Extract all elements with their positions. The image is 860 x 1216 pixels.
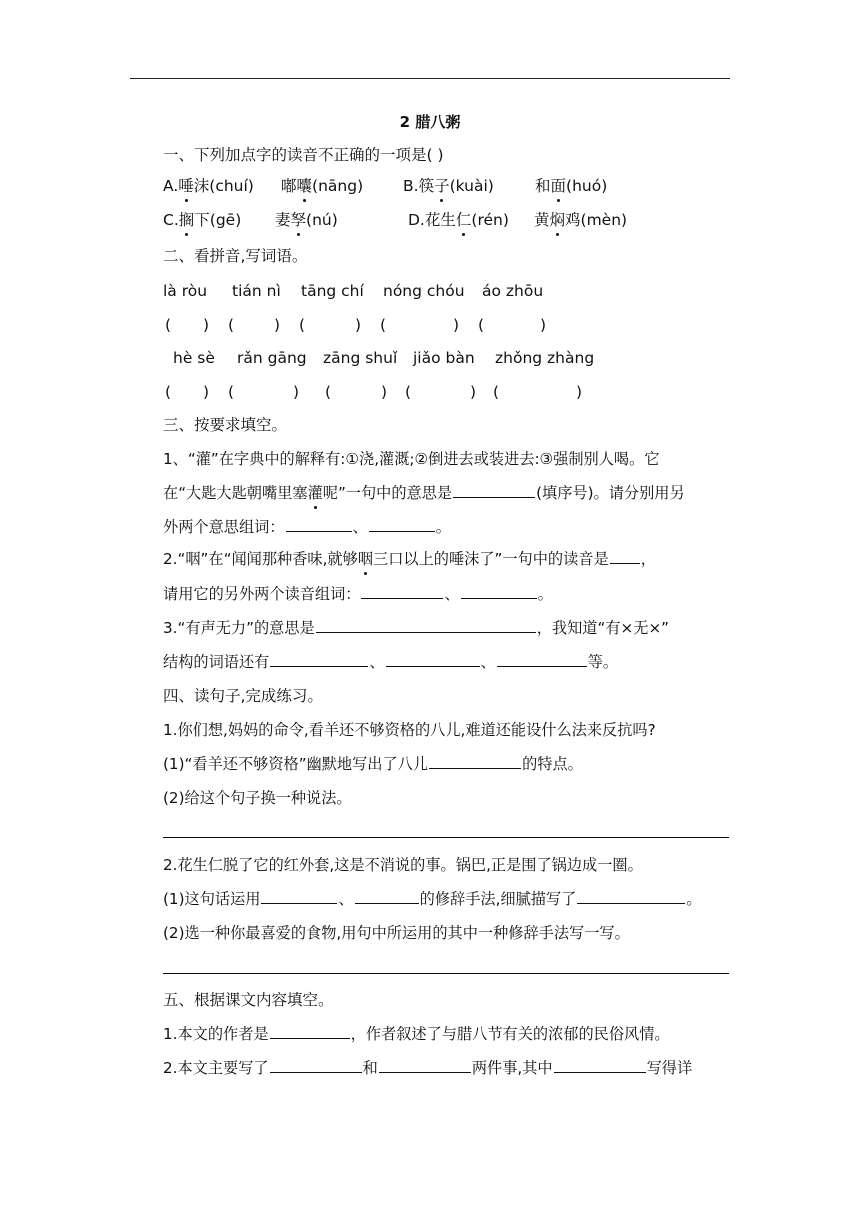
q3-2-line2 bbox=[163, 583, 553, 605]
fill-blank[interactable] bbox=[270, 1023, 350, 1039]
text: 、 bbox=[352, 518, 368, 536]
fill-blank[interactable] bbox=[610, 548, 640, 564]
option-text: 沫(chuí) bbox=[193, 177, 254, 195]
text: 结构的词语还有 bbox=[163, 653, 270, 671]
answer-paren-open: ( bbox=[325, 383, 332, 401]
text: 请用它的另外两个读音组词： bbox=[163, 585, 361, 603]
option-b bbox=[403, 175, 494, 197]
dotted-char: 焖 bbox=[549, 211, 566, 229]
q3-3-line1 bbox=[163, 617, 669, 639]
text: ，我知道“有×无×” bbox=[536, 619, 670, 637]
option-text: 花生 bbox=[424, 211, 456, 229]
option-text: (nú) bbox=[306, 211, 338, 229]
text: 写得详 bbox=[646, 1059, 693, 1077]
q4-2-sub1 bbox=[163, 888, 702, 910]
answer-paren-open: ( bbox=[165, 383, 172, 401]
pinyin-item: zāng shuǐ bbox=[323, 349, 398, 367]
header-rule bbox=[130, 78, 730, 79]
answer-paren-close: ) bbox=[540, 316, 547, 334]
pinyin-item: hè sè bbox=[173, 349, 215, 367]
q4-2-sub2: (2)选一种你最喜爱的食物,用句中所运用的其中一种修辞手法写一写。 bbox=[163, 924, 630, 942]
option-text: 鸡(mèn) bbox=[565, 211, 628, 229]
answer-paren-close: ) bbox=[355, 316, 362, 334]
q3-2-line1 bbox=[163, 548, 656, 570]
q3-1-line2 bbox=[163, 482, 685, 504]
section-2-heading: 二、看拼音,写词语。 bbox=[163, 247, 308, 265]
answer-paren-close: ) bbox=[274, 316, 281, 334]
option-b-second bbox=[535, 175, 607, 197]
answer-paren-close: ) bbox=[203, 316, 210, 334]
option-text: (nāng) bbox=[312, 177, 364, 195]
lesson-title: 2 腊八粥 bbox=[399, 113, 461, 131]
answer-paren-open: ( bbox=[228, 383, 235, 401]
text: (1)这句话运用 bbox=[163, 890, 261, 908]
dotted-char: 搁 bbox=[178, 211, 195, 229]
q3-1-line1: 1、“灌”在字典中的解释有:①浇,灌溉;②倒进去或装进去:③强制别人喝。它 bbox=[163, 450, 660, 468]
q4-1-sentence: 1.你们想,妈妈的命令,看羊还不够资格的八儿,难道还能设什么法来反抗吗? bbox=[163, 721, 656, 739]
option-text: 筷 bbox=[418, 177, 435, 195]
option-text: (rén) bbox=[471, 211, 509, 229]
text: 2.“咽”在“闻闻那种香味,就够 bbox=[163, 550, 358, 568]
q5-1 bbox=[163, 1023, 670, 1045]
answer-paren-open: ( bbox=[478, 316, 485, 334]
pinyin-item: zhǒng zhàng bbox=[495, 349, 595, 367]
fill-blank[interactable] bbox=[270, 651, 368, 667]
fill-blank[interactable] bbox=[261, 888, 337, 904]
text: 呢”一句中的意思是 bbox=[322, 484, 453, 502]
pinyin-item: là ròu bbox=[163, 282, 208, 300]
answer-paren-open: ( bbox=[380, 316, 387, 334]
text: ，作者叙述了与腊八节有关的浓郁的民俗风情。 bbox=[350, 1025, 670, 1043]
option-text: 黄 bbox=[534, 211, 550, 229]
answer-line[interactable] bbox=[163, 837, 729, 838]
answer-paren-open: ( bbox=[299, 316, 306, 334]
fill-blank[interactable] bbox=[286, 516, 352, 532]
q4-1-sub1 bbox=[163, 753, 583, 775]
option-label: C. bbox=[163, 211, 179, 229]
option-text: 妻 bbox=[275, 211, 291, 229]
text: 2.本文主要写了 bbox=[163, 1059, 269, 1077]
text: 。 bbox=[537, 585, 553, 603]
answer-paren-close: ) bbox=[576, 383, 583, 401]
text: 三口以上的唾沫了”一句中的读音是 bbox=[373, 550, 609, 568]
option-text: (kuài) bbox=[449, 177, 494, 195]
option-text: 和 bbox=[535, 177, 551, 195]
pinyin-item: tián nì bbox=[232, 282, 281, 300]
pinyin-item: jiǎo bàn bbox=[413, 349, 475, 367]
answer-paren-open: ( bbox=[493, 383, 500, 401]
text: 两件事,其中 bbox=[471, 1059, 553, 1077]
q4-2-sentence: 2.花生仁脱了它的红外套,这是不消说的事。锅巴,正是围了锅边成一圈。 bbox=[163, 856, 643, 874]
dotted-char: 灌 bbox=[307, 484, 323, 502]
text: 、 bbox=[480, 653, 496, 671]
fill-blank[interactable] bbox=[369, 516, 435, 532]
q5-2 bbox=[163, 1057, 692, 1079]
text: (1)“看羊还不够资格”幽默地写出了八儿 bbox=[163, 755, 429, 773]
text: (填序号)。请分别用另 bbox=[536, 484, 685, 502]
option-text: (huó) bbox=[566, 177, 608, 195]
fill-blank[interactable] bbox=[497, 651, 587, 667]
option-a bbox=[163, 175, 254, 197]
dotted-char: 子 bbox=[434, 177, 450, 195]
text: 、 bbox=[338, 890, 354, 908]
text: 、 bbox=[369, 653, 385, 671]
text: 的修辞手法,细腻描写了 bbox=[419, 890, 577, 908]
text: 。 bbox=[686, 890, 702, 908]
pinyin-item: rǎn gāng bbox=[237, 349, 307, 367]
answer-paren-close: ) bbox=[470, 383, 477, 401]
q3-3-line2 bbox=[163, 651, 618, 673]
pinyin-item: áo zhōu bbox=[482, 282, 544, 300]
text: 1.本文的作者是 bbox=[163, 1025, 269, 1043]
fill-blank[interactable] bbox=[554, 1057, 646, 1073]
section-3-heading: 三、按要求填空。 bbox=[163, 416, 288, 434]
fill-blank[interactable] bbox=[316, 617, 536, 633]
answer-paren-close: ) bbox=[203, 383, 210, 401]
fill-blank[interactable] bbox=[461, 583, 537, 599]
text: 等。 bbox=[587, 653, 619, 671]
option-label: D. bbox=[408, 211, 425, 229]
answer-paren-open: ( bbox=[228, 316, 235, 334]
dotted-char: 唾 bbox=[178, 177, 194, 195]
option-a-second bbox=[281, 175, 363, 197]
dotted-char: 面 bbox=[550, 177, 567, 195]
text: 。 bbox=[435, 518, 451, 536]
fill-blank[interactable] bbox=[270, 1057, 362, 1073]
dotted-char: 孥 bbox=[290, 211, 307, 229]
fill-blank[interactable] bbox=[355, 888, 419, 904]
text: 3.“有声无力”的意思是 bbox=[163, 619, 315, 637]
answer-paren-open: ( bbox=[165, 316, 172, 334]
fill-blank[interactable] bbox=[429, 753, 521, 769]
option-text: 嘟 bbox=[281, 177, 297, 195]
fill-blank[interactable] bbox=[386, 651, 480, 667]
q3-1-line3 bbox=[163, 516, 451, 538]
section-5-heading: 五、根据课文内容填空。 bbox=[163, 991, 334, 1009]
text: 外两个意思组词： bbox=[163, 518, 285, 536]
section-4-heading: 四、读句子,完成练习。 bbox=[163, 687, 323, 705]
fill-blank[interactable] bbox=[453, 482, 535, 498]
dotted-char: 囔 bbox=[296, 177, 313, 195]
q4-1-sub2: (2)给这个句子换一种说法。 bbox=[163, 789, 352, 807]
text: 和 bbox=[362, 1059, 378, 1077]
answer-paren-close: ) bbox=[293, 383, 300, 401]
text: 的特点。 bbox=[522, 755, 583, 773]
text: 在“大匙大匙朝嘴里塞 bbox=[163, 484, 308, 502]
text: ， bbox=[640, 550, 656, 568]
answer-paren-open: ( bbox=[405, 383, 412, 401]
text: 、 bbox=[444, 585, 460, 603]
option-c bbox=[163, 209, 241, 231]
fill-blank[interactable] bbox=[379, 1057, 471, 1073]
fill-blank[interactable] bbox=[577, 888, 685, 904]
option-c-second bbox=[275, 209, 338, 231]
option-label: B. bbox=[403, 177, 419, 195]
answer-line[interactable] bbox=[163, 973, 729, 974]
option-d-second bbox=[534, 209, 627, 231]
option-d bbox=[408, 209, 509, 231]
dotted-char: 咽 bbox=[357, 550, 373, 568]
pinyin-item: tāng chí bbox=[301, 282, 364, 300]
dotted-char: 仁 bbox=[455, 211, 472, 229]
answer-paren-close: ) bbox=[381, 383, 388, 401]
option-label: A. bbox=[163, 177, 179, 195]
option-text: 下(gē) bbox=[194, 211, 242, 229]
fill-blank[interactable] bbox=[361, 583, 443, 599]
pinyin-item: nóng chóu bbox=[383, 282, 465, 300]
section-1-heading: 一、下列加点字的读音不正确的一项是( ) bbox=[163, 146, 444, 164]
answer-paren-close: ) bbox=[453, 316, 460, 334]
